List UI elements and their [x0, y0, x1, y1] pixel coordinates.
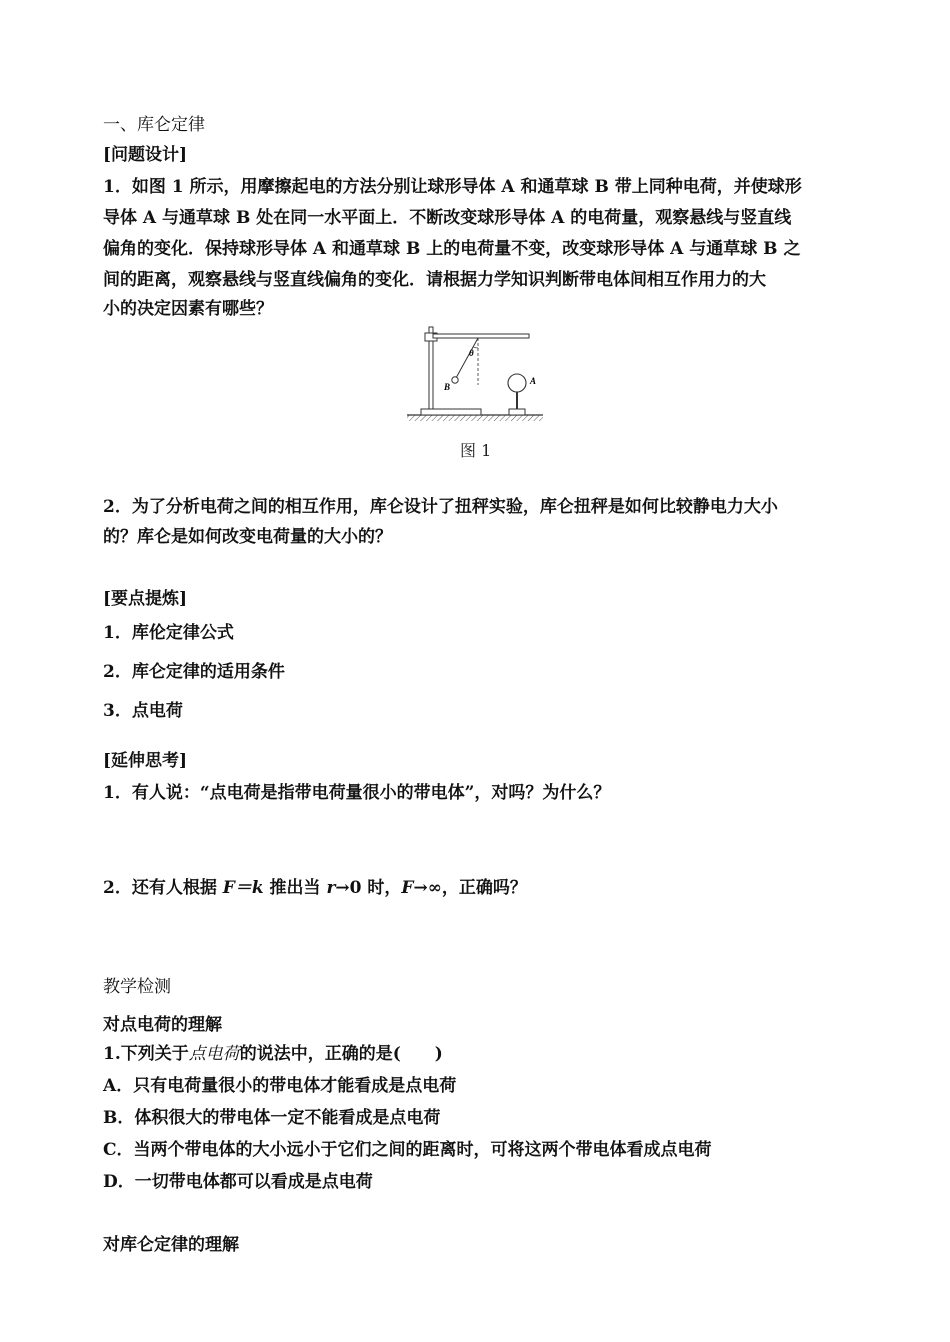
q2-mid: 推出当 [263, 878, 327, 898]
mcq-option-a: A．只有电荷量很小的带电体才能看成是点电荷 [103, 1076, 457, 1096]
teaching-test-title: 教学检测 [103, 977, 171, 997]
stand-base [421, 409, 481, 415]
suspension-thread [456, 338, 478, 378]
mcq-option-c: C．当两个带电体的大小远小于它们之间的距离时，可将这两个带电体看成点电荷 [103, 1140, 712, 1160]
q2-formula: F＝k [222, 878, 264, 898]
key-point-item: 3．点电荷 [103, 701, 183, 721]
extension-question-2 [103, 878, 527, 898]
question-2-line: 2．为了分析电荷之间的相互作用，库仑设计了扭秤实验，库仑扭秤是如何比较静电力大小 [103, 497, 778, 517]
sphere-a [508, 374, 526, 392]
section-title: 一、库仑定律 [103, 115, 205, 135]
mcq-question [103, 1044, 443, 1064]
mcq-emphasis: 点电荷 [188, 1044, 240, 1064]
sphere-a-base [509, 409, 525, 415]
ball-b-label: B [444, 382, 451, 392]
sphere-a-label: A [530, 376, 537, 386]
extension-question-1: 1．有人说：“点电荷是指带电荷量很小的带电体”，对吗？为什么？ [103, 783, 611, 803]
key-points-heading: [要点提炼] [103, 589, 188, 609]
question-1-line: 偏角的变化．保持球形导体 A 和通草球 B 上的电荷量不变，改变球形导体 A 与通草球 B 之 [103, 239, 801, 259]
question-1-line: 小的决定因素有哪些？ [103, 299, 273, 319]
question-2-line: 的？库仑是如何改变电荷量的大小的？ [103, 527, 392, 547]
q2-suffix: →∞，正确吗？ [413, 878, 527, 898]
subheading-point-charge: 对点电荷的理解 [103, 1015, 222, 1035]
q2-r: r [326, 878, 336, 898]
subheading-coulomb-law: 对库仑定律的理解 [103, 1235, 239, 1255]
mcq-option-b: B．体积很大的带电体一定不能看成是点电荷 [103, 1108, 441, 1128]
key-point-item: 2．库仑定律的适用条件 [103, 662, 285, 682]
ground-hatch [407, 415, 543, 421]
question-1-line: 1．如图 1 所示，用摩擦起电的方法分别让球形导体 A 和通草球 B 带上同种电荷，并使球形 [103, 177, 802, 197]
figure-1-apparatus [405, 323, 545, 428]
question-1-line: 导体 A 与通草球 B 处在同一水平面上．不断改变球形导体 A 的电荷量，观察悬线与竖直线 [103, 208, 792, 228]
q2-prefix: 2．还有人根据 [103, 878, 223, 898]
q2-f: F [401, 878, 414, 898]
q2-arrow: →0 时， [335, 878, 402, 898]
problem-design-heading: [问题设计] [103, 145, 188, 165]
key-point-item: 1．库伦定律公式 [103, 623, 234, 643]
mcq-prefix: 1.下列关于 [103, 1044, 189, 1064]
theta-label: θ [469, 348, 474, 358]
figure-caption: 图 1 [460, 441, 492, 460]
ball-b [452, 377, 458, 383]
mcq-option-d: D．一切带电体都可以看成是点电荷 [103, 1172, 373, 1192]
extension-heading: [延伸思考] [103, 751, 188, 771]
mcq-suffix: 的说法中，正确的是( ) [239, 1044, 443, 1064]
question-1-line: 间的距离，观察悬线与竖直线偏角的变化．请根据力学知识判断带电体间相互作用力的大 [103, 270, 766, 290]
angle-arc [473, 347, 478, 348]
stand-arm [433, 334, 529, 338]
